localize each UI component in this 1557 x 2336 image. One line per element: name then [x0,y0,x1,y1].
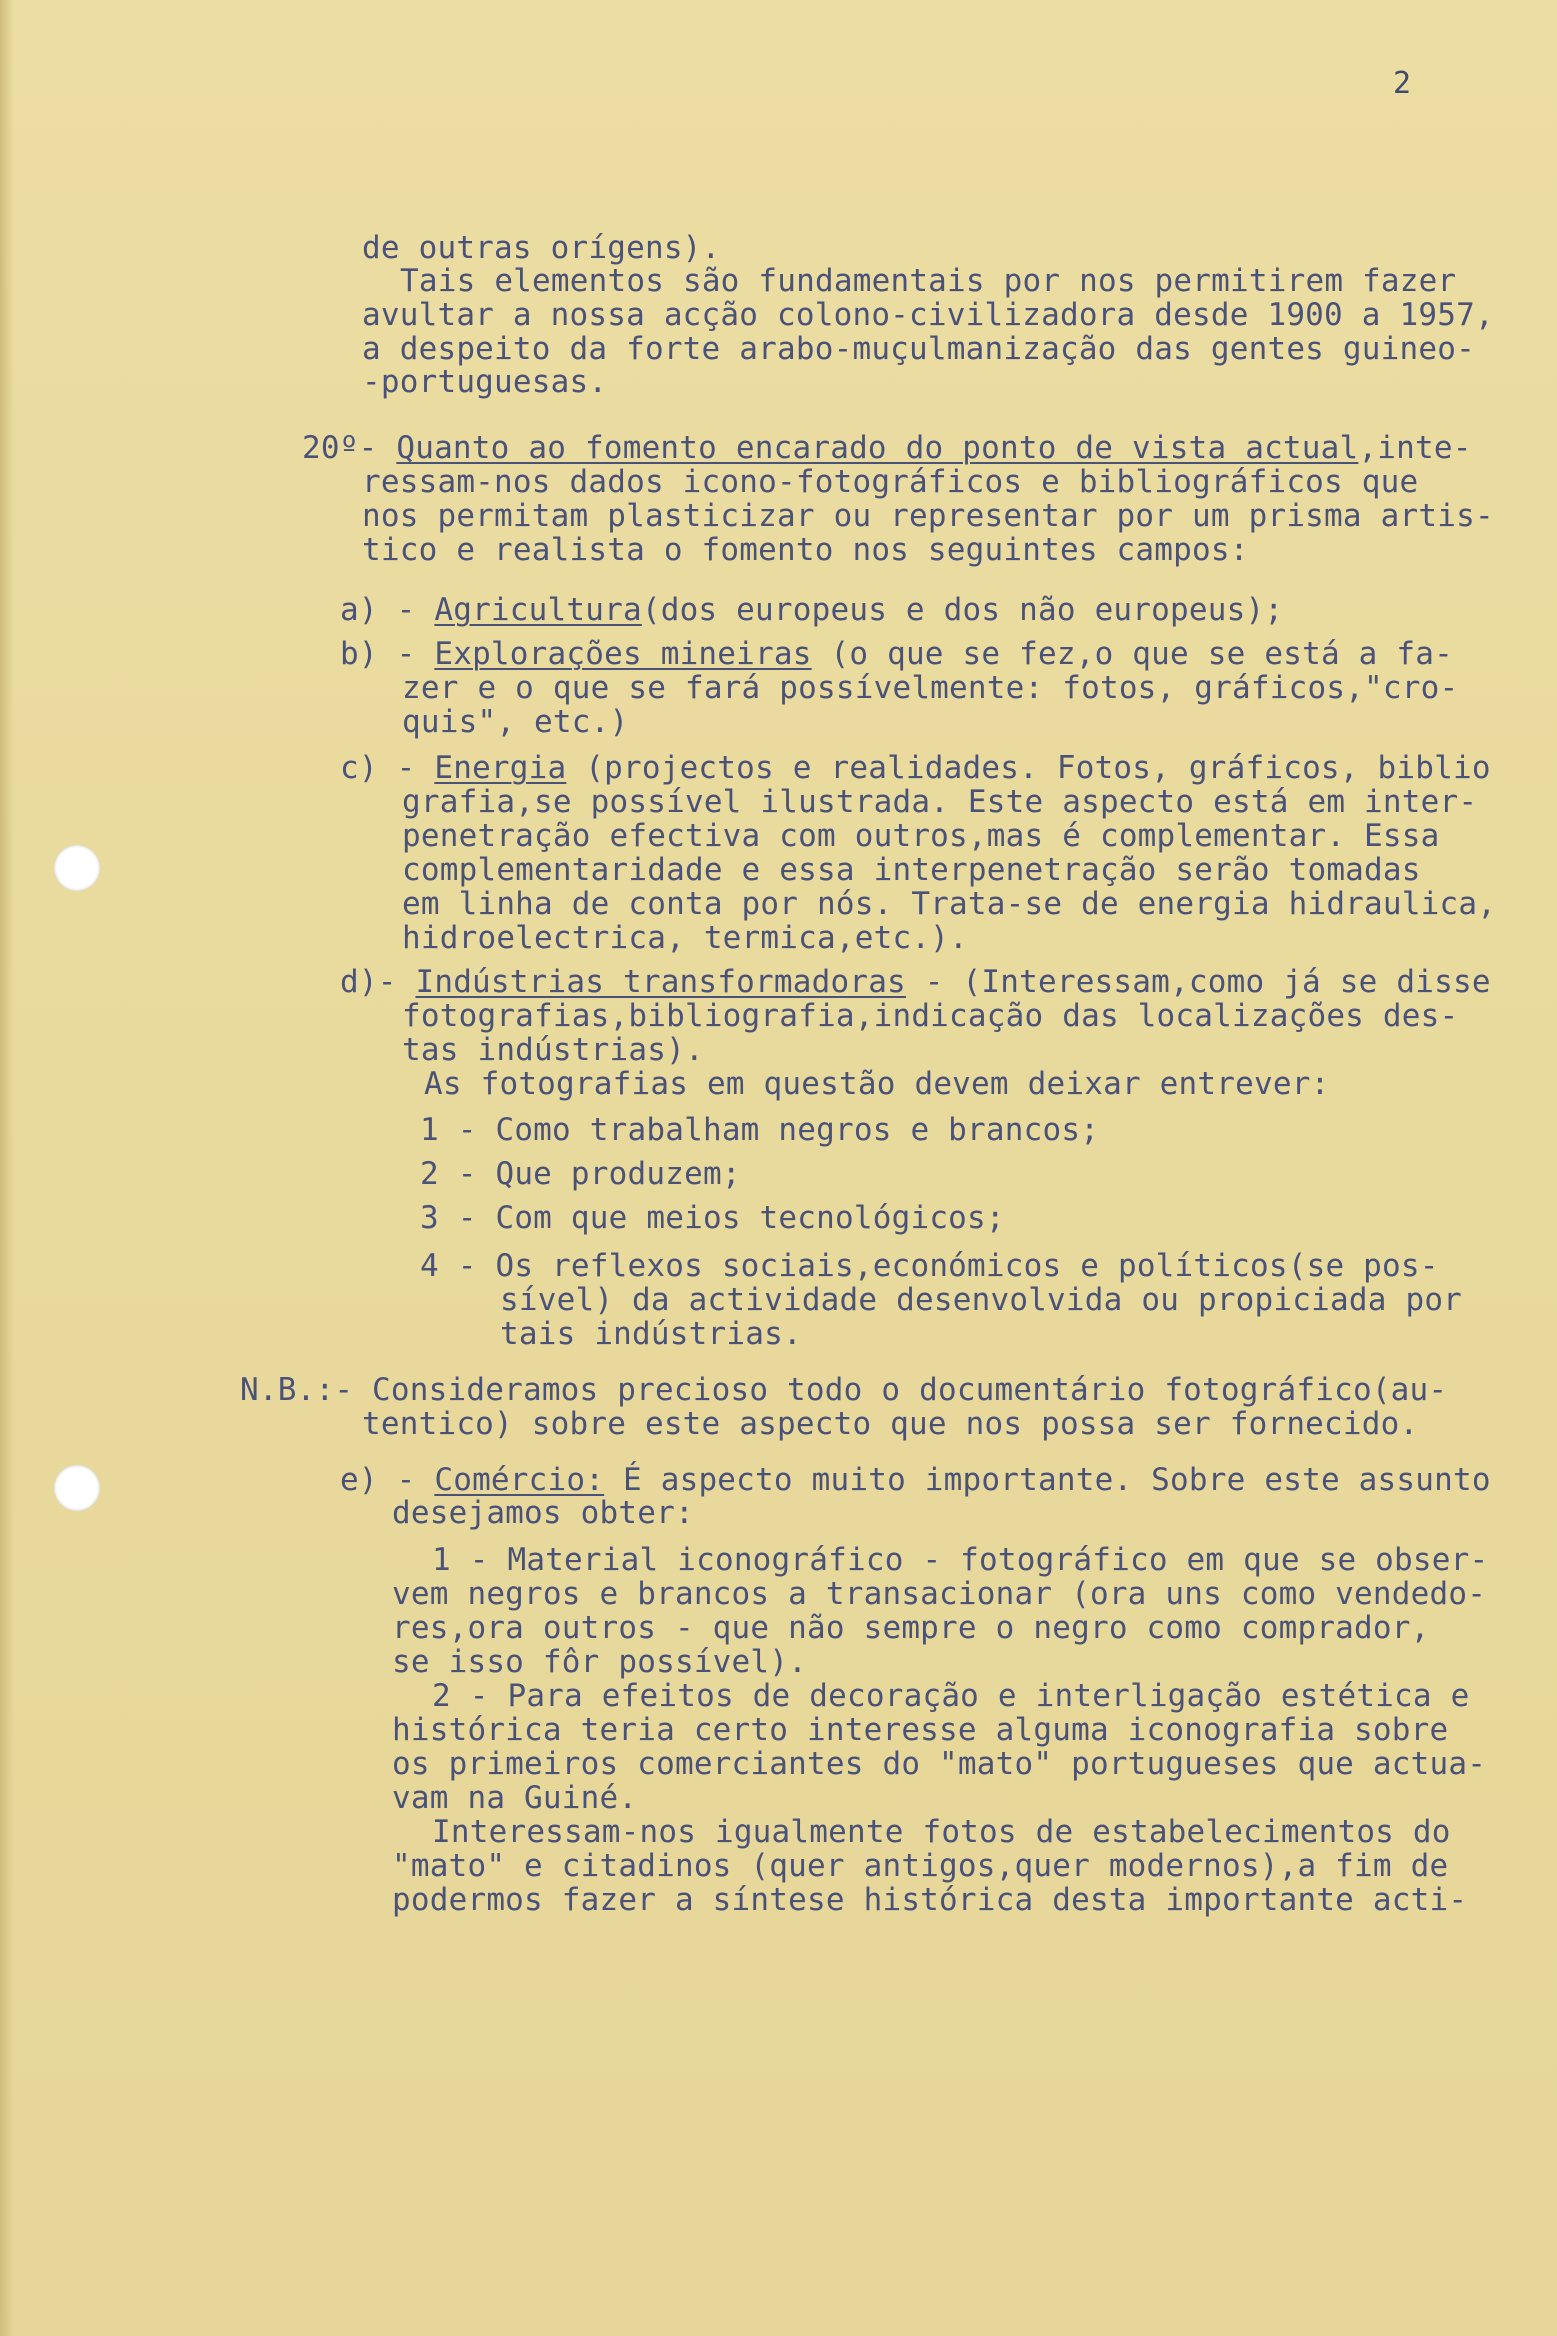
item-label: a) - [340,592,416,628]
section-heading: Quanto ao fomento encarado do ponto de vista actual [396,430,1359,466]
section-20-line: tico e realista o fomento nos seguintes campos: [362,532,1249,568]
item-e-line: 1 - Material iconográfico - fotográfico em que se obser- [432,1542,1489,1578]
intro-line: de outras orígens). [362,230,721,266]
item-text: - (Interessam,como já se disse [905,964,1491,1000]
item-text: (o que se fez,o que se está a fa- [811,636,1453,672]
punch-hole [54,1465,100,1511]
item-c-line: grafia,se possível ilustrada. Este aspecto está em inter- [402,784,1478,820]
item-e-line: podermos fazer a síntese histórica desta importante acti- [392,1882,1468,1918]
section-text: ,inte- [1358,430,1472,466]
item-e-line: vam na Guiné. [392,1780,638,1816]
item-e-line: 2 - Para efeitos de decoração e interligação estética e [432,1678,1470,1714]
item-d-subitem: 3 - Com que meios tecnológicos; [420,1200,1005,1236]
item-label: d)- [340,964,397,1000]
item-e-line: vem negros e brancos a transacionar (ora uns como vendedo- [392,1576,1487,1612]
item-d-subitem: 1 - Como trabalham negros e brancos; [420,1112,1100,1148]
item-d-line: fotografias,bibliografia,indicação das localizações des- [402,998,1459,1034]
item-b-line: zer e o que se fará possívelmente: fotos, gráficos,"cro- [402,670,1459,706]
item-e [340,1464,1491,1497]
item-e-line: "mato" e citadinos (quer antigos,quer modernos),a fim de [392,1848,1449,1884]
nota-bene-line: tentico) sobre este aspecto que nos possa ser fornecido. [362,1406,1419,1442]
item-d-subitem-cont: tais indústrias. [500,1316,802,1352]
item-c-line: penetração efectiva com outros,mas é complementar. Essa [402,818,1440,854]
item-e-line: histórica teria certo interesse alguma iconografia sobre [392,1712,1449,1748]
nota-bene-label: N.B.:- [240,1372,354,1408]
item-b [340,638,1453,671]
item-d-line: tas indústrias). [402,1032,704,1068]
intro-line: -portuguesas. [362,364,608,400]
item-d [340,966,1491,999]
section-number: 20º- [302,430,378,466]
item-heading: Agricultura [434,592,642,628]
item-heading: Indústrias transformadoras [415,964,906,1000]
intro-line: Tais elementos são fundamentais por nos permitirem fazer [400,263,1457,299]
item-c-line: complementaridade e essa interpenetração serão tomadas [402,852,1421,888]
item-c [340,752,1491,785]
item-d-subitem-cont: sível) da actividade desenvolvida ou propiciada por [500,1282,1463,1318]
item-d-subitem: 4 - Os reflexos sociais,económicos e políticos(se pos- [420,1248,1439,1284]
item-c-line: em linha de conta por nós. Trata-se de energia hidraulica, [402,886,1497,922]
item-heading: Explorações mineiras [434,636,812,672]
punch-hole [54,845,100,891]
nota-bene [240,1374,1447,1407]
item-e-line: os primeiros comerciantes do "mato" portugueses que actua- [392,1746,1487,1782]
item-e-line: desejamos obter: [392,1495,694,1531]
section-20-line: ressam-nos dados icono-fotográficos e bibliográficos que [362,464,1419,500]
item-d-line: As fotografias em questão devem deixar entrever: [424,1066,1330,1102]
nota-bene-text: Consideramos precioso todo o documentário fotográfico(au- [353,1372,1448,1408]
paper-edge-shadow [0,0,14,2336]
item-text: (projectos e realidades. Fotos, gráficos, biblio [566,750,1491,786]
item-e-line: se isso fôr possível). [392,1644,807,1680]
item-text: É aspecto muito importante. Sobre este assunto [604,1462,1491,1498]
section-20-first-line [302,432,1472,465]
item-e-line: Interessam-nos igualmente fotos de estabelecimentos do [432,1814,1451,1850]
item-a [340,594,1283,627]
item-text: (dos europeus e dos não europeus); [641,592,1284,628]
item-b-line: quis", etc.) [402,704,629,740]
item-heading: Comércio: [434,1462,605,1498]
section-20-line: nos permitam plasticizar ou representar por um prisma artis- [362,498,1494,534]
intro-line: a despeito da forte arabo-muçulmanização das gentes guineo- [362,331,1475,367]
item-d-subitem: 2 - Que produzem; [420,1156,741,1192]
item-e-line: res,ora outros - que não sempre o negro como comprador, [392,1610,1430,1646]
item-label: e) - [340,1462,416,1498]
item-label: b) - [340,636,416,672]
item-heading: Energia [434,750,567,786]
intro-line: avultar a nossa acção colono-civilizadora desde 1900 a 1957, [362,297,1494,333]
item-label: c) - [340,750,416,786]
page-number: 2 [1392,66,1411,101]
item-c-line: hidroelectrica, termica,etc.). [402,920,968,956]
